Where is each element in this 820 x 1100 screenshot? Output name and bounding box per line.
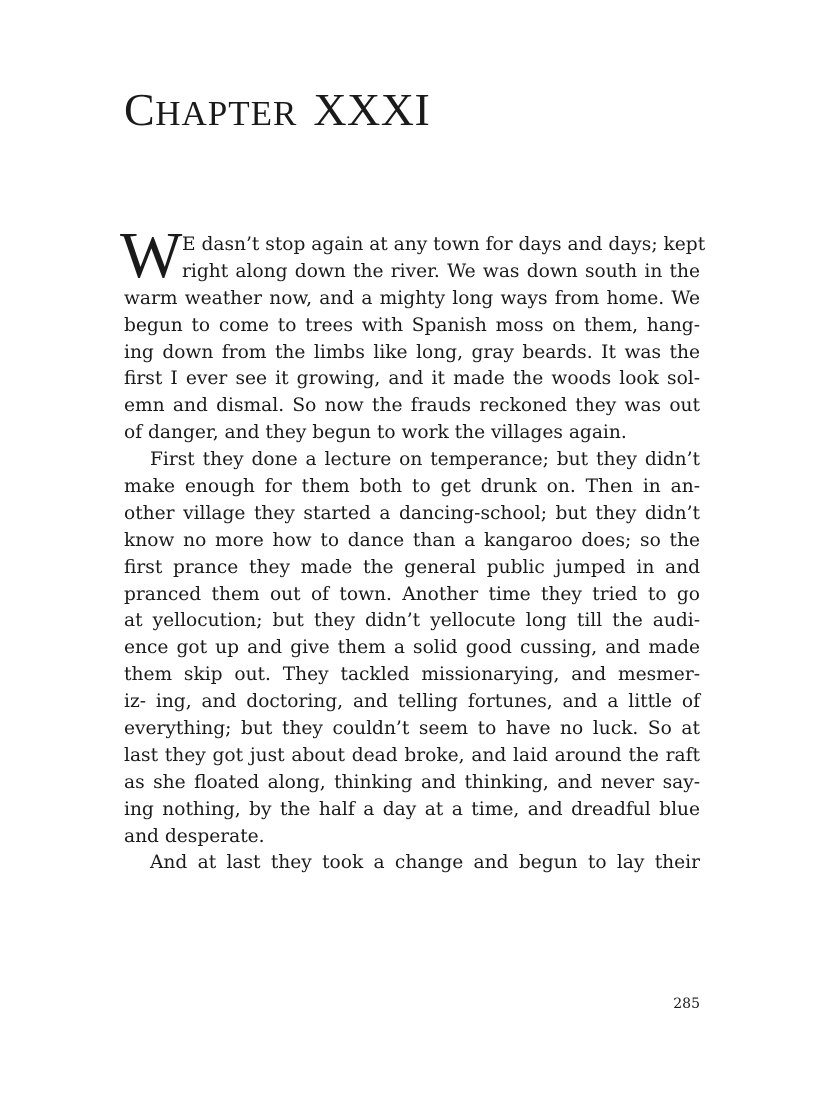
text-line: know no more how to dance than a kangaroo does; so the [124,529,700,551]
text-line: right along down the river. We was down south in the [182,260,700,282]
text-line: iz- ing, and doctoring, and telling fortunes, and a little of [124,691,700,713]
body-text [124,232,706,877]
text-line: other village they started a dancing-school; but they didn’t [124,502,700,524]
chapter-number: XXXI [313,84,431,135]
text-line: and desperate. [124,825,265,847]
text-line: of danger, and they begun to work the villages again. [124,422,627,444]
text-line: first I ever see it growing, and it made the woods look sol- [124,368,700,390]
text-line: ence got up and give them a solid good cussing, and made [124,637,700,659]
text-line: E dasn’t stop again at any town for days and days; kept [182,234,706,255]
chapter-title-rest: HAPTER [155,94,298,133]
page-number: 285 [673,996,700,1012]
text-line: ing down from the limbs like long, gray beards. It was the [124,341,700,363]
drop-cap: W [120,219,183,292]
chapter-title-initial: C [124,84,156,135]
text-line: as she floated along, thinking and thinking, and never say- [124,771,700,793]
text-line: emn and dismal. So now the frauds reckoned they was out [124,395,700,417]
text-line: And at last they took a change and begun to lay their [150,852,700,874]
text-line: everything; but they couldn’t seem to have no luck. So at [124,718,700,740]
text-line: them skip out. They tackled missionarying, and mesmer- [124,664,700,686]
text-line: make enough for them both to get drunk on. Then in an- [124,476,700,498]
text-line: last they got just about dead broke, and laid around the raft [124,744,700,766]
text-line: warm weather now, and a mighty long ways from home. We [124,287,700,309]
text-line: pranced them out of town. Another time they tried to go [124,583,700,605]
text-line: begun to come to trees with Spanish moss on them, hang- [124,314,700,336]
text-line: First they done a lecture on temperance; but they didn’t [150,449,700,471]
text-line: ing nothing, by the half a day at a time, and dreadful blue [124,798,700,820]
text-line: at yellocution; but they didn’t yellocute long till the audi- [124,610,700,632]
text-line: first prance they made the general public jumped in and [124,556,700,578]
chapter-title [124,82,430,142]
